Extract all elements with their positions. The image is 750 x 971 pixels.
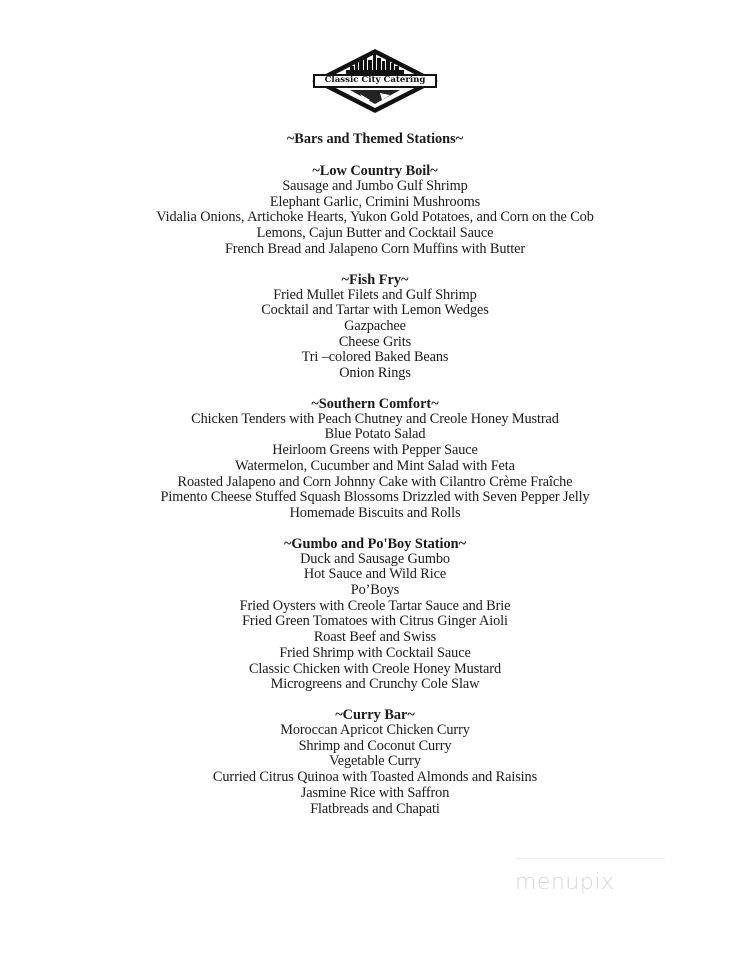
section-low-country-boil — [0, 163, 750, 258]
menu-item: Classic Chicken with Creole Honey Mustard — [248, 660, 501, 677]
page-title: ~Bars and Themed Stations~ — [286, 131, 464, 147]
watermark: menupix — [515, 870, 615, 895]
menu-item: Sausage and Jumbo Gulf Shrimp — [282, 178, 468, 194]
menu-item: Flatbreads and Chapati — [310, 800, 440, 817]
menu-item: French Bread and Jalapeno Corn Muffins with Butter — [224, 240, 526, 257]
menu-item: Lemons, Cajun Butter and Cocktail Sauce — [256, 225, 494, 242]
menu-item: Shrimp and Coconut Curry — [298, 737, 452, 754]
menu-item: Heirloom Greens with Pepper Sauce — [272, 442, 478, 459]
section-gumbo-poboy-station — [0, 536, 750, 693]
section-title: ~Low Country Boil~ — [312, 163, 438, 179]
menu-item: Vidalia Onions, Artichoke Hearts, Yukon Gold Potatoes, and Corn on the Cob — [156, 209, 594, 226]
menu-item: Cocktail and Tartar with Lemon Wedges — [261, 302, 489, 319]
section-southern-comfort — [0, 396, 750, 522]
menu-item: Hot Sauce and Wild Rice — [303, 566, 447, 583]
watermark-divider — [515, 858, 665, 859]
logo-text: Classic City Catering — [324, 75, 426, 85]
menu-item: Moroccan Apricot Chicken Curry — [280, 721, 470, 738]
menu-item: Microgreens and Crunchy Cole Slaw — [270, 676, 480, 693]
menu-item: Fried Mullet Filets and Gulf Shrimp — [273, 286, 477, 303]
section-title: ~Curry Bar~ — [335, 706, 415, 723]
menu-item: Fried Shrimp with Cocktail Sauce — [279, 644, 471, 661]
menu-item: Vegetable Curry — [329, 753, 421, 770]
menu-item: Fried Green Tomatoes with Citrus Ginger Aioli — [242, 613, 508, 630]
logo — [310, 48, 440, 114]
menu-item: Roast Beef and Swiss — [313, 629, 437, 646]
menu-item: Onion Rings — [339, 365, 411, 382]
menu-item: Pimento Cheese Stuffed Squash Blossoms Drizzled with Seven Pepper Jelly — [160, 489, 590, 506]
section-fish-fry — [0, 272, 750, 382]
menu-item: Duck and Sausage Gumbo — [300, 550, 450, 567]
menu-item: Gazpachee — [344, 317, 406, 334]
menu-content — [0, 131, 750, 831]
section-curry-bar — [0, 707, 750, 817]
menu-item: Po’Boys — [350, 582, 400, 599]
menu-item: Homemade Biscuits and Rolls — [289, 504, 461, 521]
section-title: ~Southern Comfort~ — [311, 395, 439, 412]
menu-item: Cheese Grits — [338, 333, 412, 350]
menu-item: Blue Potato Salad — [324, 426, 426, 443]
menu-item: Curried Citrus Quinoa with Toasted Almonds and Raisins — [212, 769, 538, 786]
section-title: ~Fish Fry~ — [341, 271, 409, 288]
menu-item: Tri –colored Baked Beans — [301, 349, 449, 366]
menu-item: Chicken Tenders with Peach Chutney and Creole Honey Mustrad — [191, 410, 559, 427]
menu-item: Fried Oysters with Creole Tartar Sauce and Brie — [239, 597, 511, 614]
menu-item: Roasted Jalapeno and Corn Johnny Cake with Cilantro Crème Fraîche — [177, 473, 573, 490]
menu-item: Watermelon, Cucumber and Mint Salad with Feta — [235, 457, 515, 474]
menu-item: Elephant Garlic, Crimini Mushrooms — [269, 193, 481, 210]
section-title: ~Gumbo and Po'Boy Station~ — [283, 535, 467, 552]
menu-item: Jasmine Rice with Saffron — [300, 784, 450, 801]
